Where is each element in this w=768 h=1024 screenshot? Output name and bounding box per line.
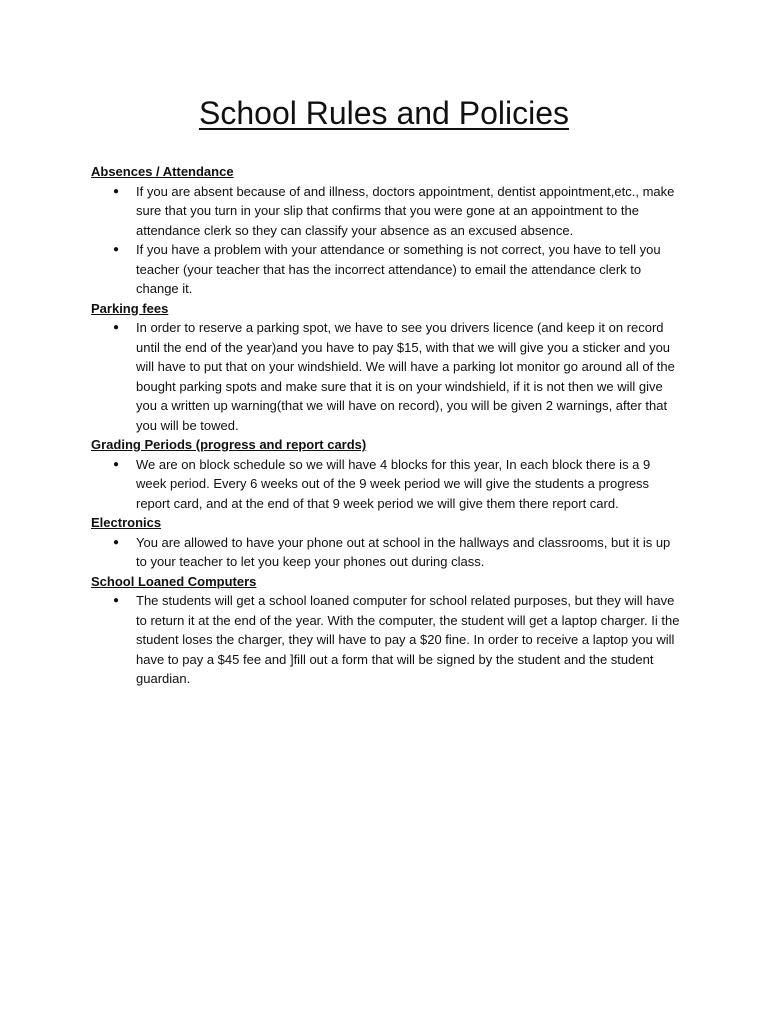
list-item-text: The students will get a school loaned computer for school related purposes, but they will have to return it at the end of the year. With the computer, the student will get a laptop charger. Ii the student loses the charger, they will have to pay a $20 fine. In order to receive a laptop you will have to pay a $45 fee and ]fill out a form that will be signed by the student and the student guardian. (136, 593, 680, 686)
bullet-icon: ● (113, 458, 120, 470)
bullet-icon: ● (113, 185, 120, 197)
section-parking-fees (91, 299, 691, 436)
list-item-text: In order to reserve a parking spot, we have to see you drivers licence (and keep it on record until the end of the year)and you have to pay $15, with that we will give you a sticker and you will have to put that on your windshield. We will have a parking lot monitor go around all of the bought parking spots and make sure that it is on your windshield, if it is not then we will give you a written up warning(that we will have on record), you will be given 2 warnings, after that you will be towed. (136, 320, 675, 433)
section-school-loaned-computers (91, 572, 691, 689)
list-item (91, 182, 681, 241)
bullet-icon: ● (113, 536, 120, 548)
list-item (91, 318, 681, 435)
section-grading-periods (91, 435, 691, 513)
section-heading: Electronics (91, 515, 162, 530)
bullet-icon: ● (113, 244, 120, 255)
list-item (91, 240, 681, 299)
list-item-text: If you are absent because of and illness, doctors appointment, dentist appointment,etc., make sure that you turn in your slip that confirms that you were gone at an appointment to the attendance clerk so they can classify your absence as an excused absence. (136, 183, 675, 238)
bullet-icon: ● (113, 595, 120, 606)
bullet-list (91, 591, 691, 689)
section-heading: Absences / Attendance (91, 164, 234, 179)
bullet-list (91, 318, 691, 435)
section-heading: Parking fees (91, 300, 169, 316)
section-electronics (91, 513, 691, 572)
page-title: School Rules and Policies (199, 95, 569, 131)
list-item (91, 533, 681, 572)
list-item-text: If you have a problem with your attendance or something is not correct, you have to tell you teacher (your teacher that has the incorrect attendance) to email the attendance clerk to change it. (136, 242, 661, 296)
bullet-list (91, 455, 691, 514)
list-item-text: We are on block schedule so we will have 4 blocks for this year, In each block there is a 9 week period. Every 6 weeks out of the 9 week period we will give the students a progress report card, and at the end of that 9 week period we will give them there report card. (136, 456, 651, 511)
section-heading: School Loaned Computers (91, 573, 257, 589)
bullet-list (91, 533, 691, 572)
document-body (91, 162, 691, 689)
list-item (91, 455, 681, 514)
section-heading: Grading Periods (progress and report cards) (91, 437, 367, 452)
bullet-icon: ● (113, 322, 120, 333)
bullet-list (91, 182, 691, 299)
list-item-text: You are allowed to have your phone out at school in the hallways and classrooms, but it is up to your teacher to let you keep your phones out during class. (136, 534, 671, 569)
section-absences-attendance (91, 162, 691, 299)
list-item (91, 591, 681, 689)
